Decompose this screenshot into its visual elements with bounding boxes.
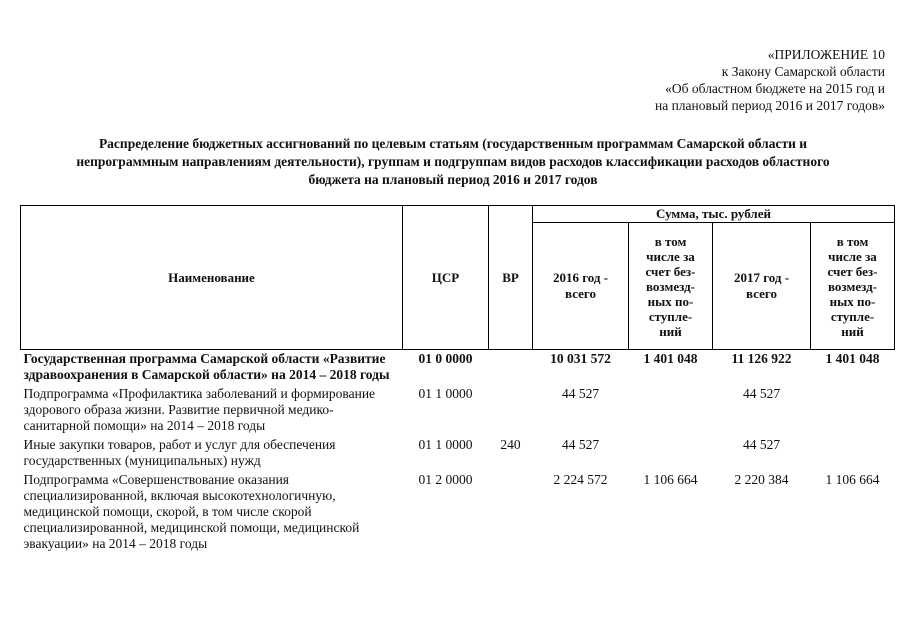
header-line: в том	[836, 233, 869, 249]
row-2017-total: 44 527	[742, 386, 781, 401]
appendix-line: на плановый период 2016 и 2017 годов»	[654, 98, 885, 113]
title-line: непрограммным направлениям деятельности), группам и подгруппам видов расходов классификации расходов областного	[76, 154, 830, 169]
row-2016-total: 44 527	[561, 437, 600, 452]
appendix-note	[565, 46, 885, 114]
header-line: возмезд-	[646, 278, 695, 294]
row-2017-total: 44 527	[742, 437, 781, 452]
row-name: Государственная программа Самарской области «Развитие здравоохранения в Самарской области» на 2014 – 2018 годы	[23, 351, 390, 382]
row-2016-total: 2 224 572	[553, 472, 608, 487]
row-csr: 01 2 0000	[418, 472, 473, 487]
header-line: всего	[746, 286, 777, 301]
document-title	[22, 135, 884, 189]
row-vr	[489, 385, 533, 436]
row-2017-free: 1 401 048	[825, 351, 880, 366]
header-line: ных по-	[647, 293, 694, 309]
header-line: в том	[654, 233, 687, 249]
appendix-line: «Об областном бюджете на 2015 год и	[665, 81, 885, 96]
header-line: ступле-	[648, 308, 693, 324]
title-line: бюджета на плановый период 2016 и 2017 годов	[308, 172, 598, 187]
row-2016-total: 44 527	[561, 386, 600, 401]
header-line: счет без-	[827, 263, 878, 279]
header-line: всего	[565, 286, 596, 301]
appendix-line: к Закону Самарской области	[721, 64, 885, 79]
row-name: Подпрограмма «Профилактика заболеваний и формирование здорового образа жизни. Развитие первичной медико-санитарной помощи» на 2014 – 2018 годы	[23, 386, 376, 433]
header-line: числе за	[646, 248, 695, 264]
row-csr: 01 0 0000	[418, 351, 473, 366]
table-body	[21, 350, 895, 555]
row-csr: 01 1 0000	[418, 386, 473, 401]
header-2017-total	[713, 223, 811, 350]
table-row	[21, 436, 895, 471]
header-line: ступле-	[830, 308, 875, 324]
header-line: числе за	[828, 248, 877, 264]
row-2017-total: 2 220 384	[734, 472, 789, 487]
header-line: ний	[841, 323, 864, 339]
header-line: возмезд-	[828, 278, 877, 294]
header-2017-free	[811, 223, 895, 350]
header-2016-total	[533, 223, 629, 350]
header-line: ний	[659, 323, 682, 339]
row-2016-free	[629, 436, 713, 471]
title-line: Распределение бюджетных ассигнований по целевым статьям (государственным программам Самарской области и	[98, 136, 808, 151]
row-csr: 01 1 0000	[418, 437, 473, 452]
header-2016-free	[629, 223, 713, 350]
header-line: ных по-	[829, 293, 876, 309]
row-2017-free	[811, 385, 895, 436]
header-sum-group: Сумма, тыс. рублей	[533, 206, 895, 223]
table-row	[21, 471, 895, 554]
row-2016-free: 1 401 048	[643, 351, 698, 366]
table-row	[21, 350, 895, 386]
header-csr: ЦСР	[403, 206, 489, 350]
row-vr	[489, 471, 533, 554]
row-2017-free: 1 106 664	[825, 472, 880, 487]
row-vr	[489, 350, 533, 386]
row-vr: 240	[500, 437, 521, 452]
row-2016-total: 10 031 572	[550, 351, 611, 366]
table-row	[21, 385, 895, 436]
row-2017-free	[811, 436, 895, 471]
header-line: 2017 год -	[733, 270, 790, 285]
row-2016-free	[629, 385, 713, 436]
budget-table	[20, 205, 895, 554]
appendix-line: «ПРИЛОЖЕНИЕ 10	[767, 47, 885, 62]
header-line: счет без-	[645, 263, 696, 279]
header-line: 2016 год -	[552, 270, 609, 285]
header-vr: ВР	[489, 206, 533, 350]
row-name: Иные закупки товаров, работ и услуг для обеспечения государственных (муниципальных) нужд	[23, 437, 336, 468]
row-2016-free: 1 106 664	[643, 472, 698, 487]
header-name: Наименование	[21, 206, 403, 350]
row-name: Подпрограмма «Совершенствование оказания специализированной, включая высокотехнологичную, медицинской помощи, скорой, в том числе скорой специализированной, медицинской помощи, медицинской эвакуации» на 2014 – 2018 годы	[23, 472, 360, 551]
row-2017-total: 11 126 922	[731, 351, 792, 366]
